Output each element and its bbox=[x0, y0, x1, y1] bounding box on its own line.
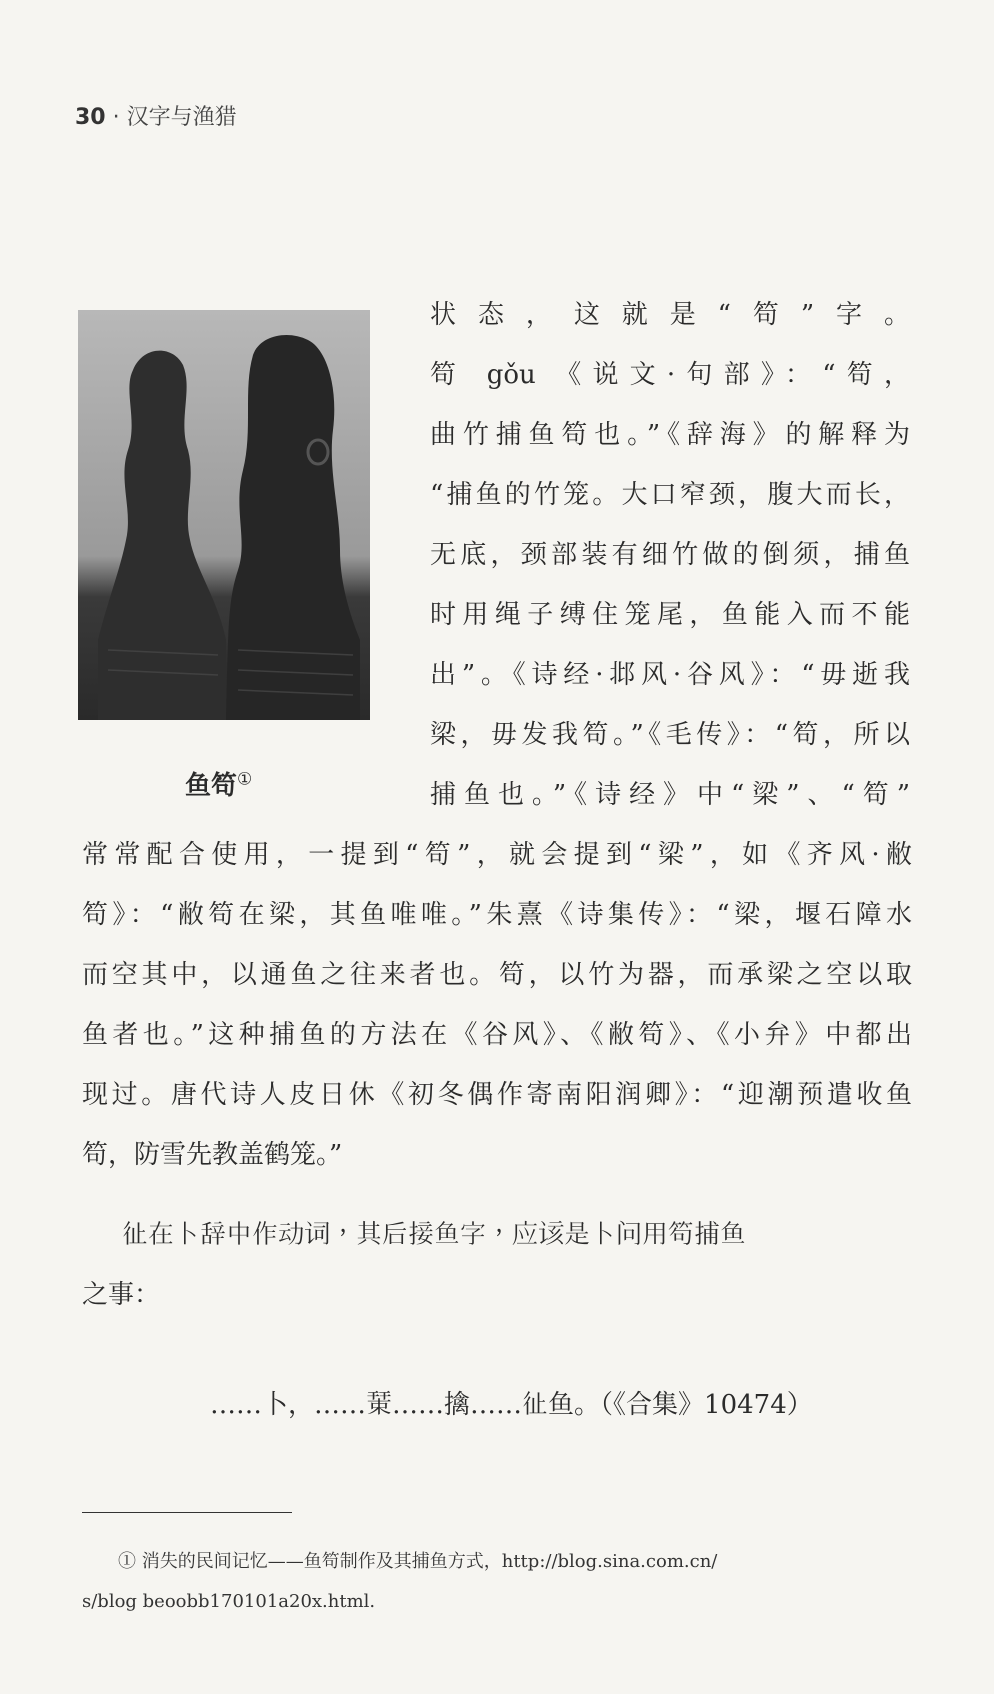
text-line: 梁，毋发我笱。”《毛传》：“笱，所以 bbox=[430, 720, 910, 750]
text-line: 笱，防雪先教盖鹤笼。” bbox=[82, 1140, 343, 1170]
text-line-content: 在卜辞中作动词，其后接鱼字，应该是卜问用笱捕鱼 bbox=[148, 1220, 747, 1250]
quote-text: 鱼。（《合集》10474） bbox=[548, 1390, 813, 1420]
text-line: 捕鱼也。”《诗经》中“梁”、“笱” bbox=[430, 780, 910, 810]
text-line: 常常配合使用，一提到“笱”，就会提到“梁”，如《齐风·敝 bbox=[82, 840, 912, 870]
text-line: 鱼者也。”这种捕鱼的方法在《谷风》、《敝笱》、《小弁》中都出 bbox=[82, 1020, 912, 1050]
fish-trap-photo bbox=[78, 310, 370, 720]
caption-footnote-marker: ① bbox=[237, 769, 253, 790]
text-line: 曲竹捕鱼笱也。”《辞海》的解释为 bbox=[430, 420, 910, 450]
oracle-glyph: 𢓊 bbox=[522, 1390, 549, 1420]
running-header bbox=[75, 100, 237, 131]
quote-text: ……卜，……𢆞……擒…… bbox=[210, 1390, 523, 1420]
text-line: 状态，这就是“笱”字。 bbox=[430, 300, 910, 330]
oracle-glyph: 𢓊 bbox=[122, 1220, 149, 1250]
page-number: 30 bbox=[75, 105, 106, 130]
footnote-text: s/blog beoobb170101a20x.html. bbox=[82, 1591, 376, 1612]
footnote-marker: ① bbox=[118, 1551, 136, 1572]
text-line: 之事： bbox=[82, 1280, 161, 1310]
figure-caption bbox=[185, 765, 252, 802]
text-line: 而空其中，以通鱼之往来者也。笱，以竹为器，而承梁之空以取 bbox=[82, 960, 912, 990]
text-line: “捕鱼的竹笼。大口窄颈，腹大而长， bbox=[430, 480, 910, 510]
book-title: 汉字与渔猎 bbox=[126, 105, 237, 130]
footnote-rule bbox=[82, 1512, 292, 1513]
text-line: 笱》：“敝笱在梁，其鱼唯唯。”朱熹《诗集传》：“梁，堰石障水 bbox=[82, 900, 912, 930]
text-line: 现过。唐代诗人皮日休《初冬偶作寄南阳润卿》：“迎潮预遣收鱼 bbox=[82, 1080, 912, 1110]
text-line bbox=[122, 1220, 912, 1250]
footnote-text: 消失的民间记忆——鱼笱制作及其捕鱼方式，http://blog.sina.com.cn/ bbox=[141, 1551, 718, 1572]
footnote bbox=[118, 1550, 717, 1574]
oracle-quote bbox=[210, 1390, 813, 1420]
text-line: 出”。《诗经·邶风·谷风》：“毋逝我 bbox=[430, 660, 910, 690]
caption-text: 鱼笱 bbox=[185, 771, 238, 801]
header-separator: · bbox=[112, 105, 120, 130]
text-line: 无底，颈部装有细竹做的倒须，捕鱼 bbox=[430, 540, 910, 570]
text-line: 时用绳子缚住笼尾，鱼能入而不能 bbox=[430, 600, 910, 630]
text-line: 笱 gǒu 《说文·句部》：“笱， bbox=[430, 360, 910, 390]
